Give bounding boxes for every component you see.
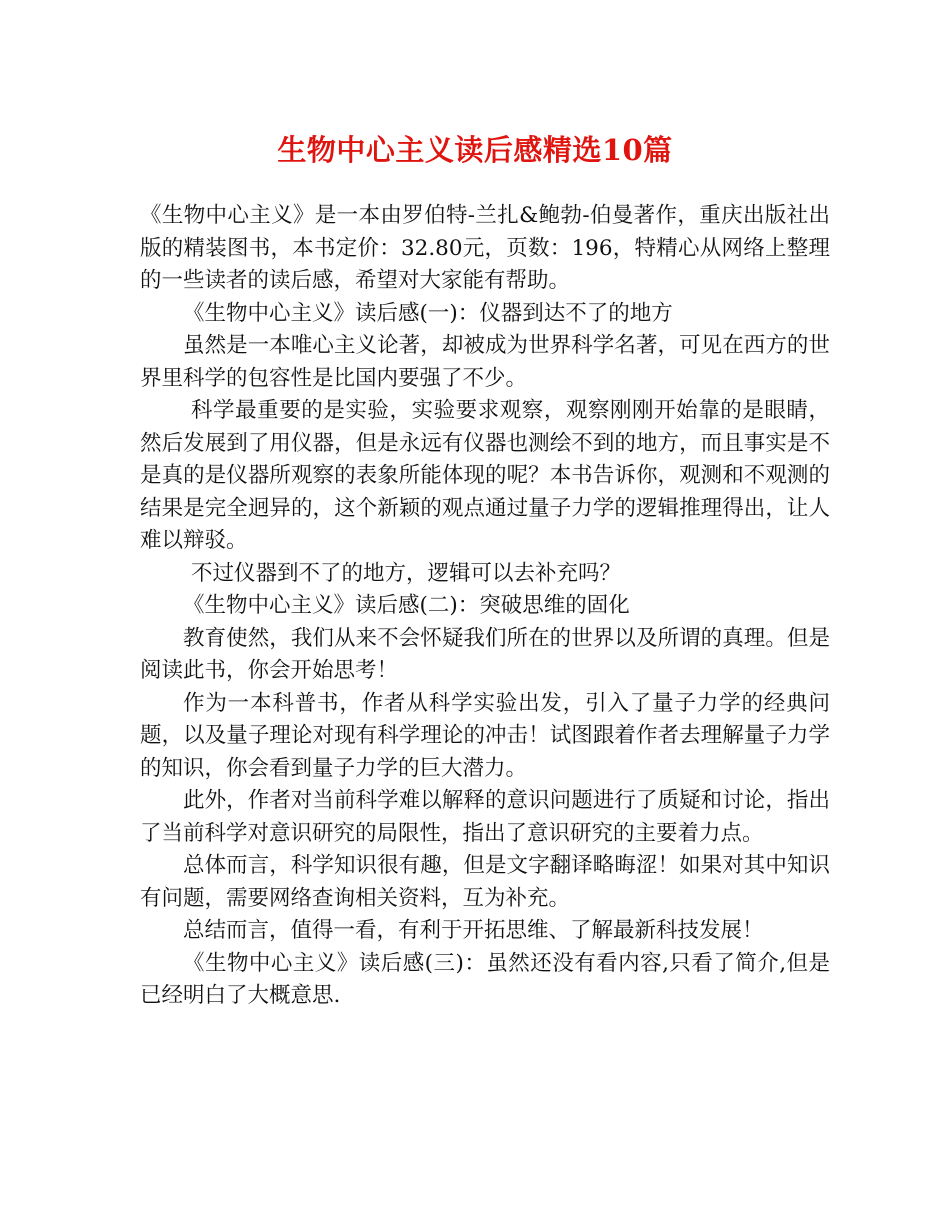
body-paragraph: 不过仪器到不了的地方，逻辑可以去补充吗？ [191, 560, 622, 586]
intro-paragraph: 《生物中心主义》是一本由罗伯特-兰扎&鲍勃-伯曼著作，重庆出版社出版的精装图书，本书定价：32.80元，页数：196，特精心从网络上整理的一些读者的读后感，希望对大家能有帮助。 [140, 203, 830, 293]
body-paragraph: 科学最重要的是实验，实验要求观察，观察刚刚开始靠的是眼睛，然后发展到了用仪器，但是永远有仪器也测绘不到的地方，而且事实是不是真的是仪器所观察的表象所能体现的呢？本书告诉你，观测和不观测的结果是完全迥异的，这个新颖的观点通过量子力学的逻辑推理得出，让人难以辩驳。 [140, 398, 830, 553]
body-paragraph: 虽然是一本唯心主义论著，却被成为世界科学名著，可见在西方的世界里科学的包容性是比国内要强了不少。 [140, 333, 830, 391]
document-title: 生物中心主义读后感精选10篇 [277, 133, 673, 167]
section-heading-2: 《生物中心主义》读后感(二)：突破思维的固化 [183, 593, 630, 618]
body-paragraph: 教育使然，我们从来不会怀疑我们所在的世界以及所谓的真理。但是阅读此书，你会开始思考！ [140, 625, 830, 683]
body-paragraph: 作为一本科普书，作者从科学实验出发，引入了量子力学的经典问题，以及量子理论对现有科学理论的冲击！试图跟着作者去理解量子力学的知识，你会看到量子力学的巨大潜力。 [140, 690, 830, 781]
section-heading-1: 《生物中心主义》读后感(一)：仪器到达不了的地方 [183, 300, 673, 326]
body-paragraph: 此外，作者对当前科学难以解释的意识问题进行了质疑和讨论，指出了当前科学对意识研究的局限性，指出了意识研究的主要着力点。 [140, 788, 830, 846]
document-body [140, 200, 830, 1013]
body-paragraph: 总结而言，值得一看，有利于开拓思维、了解最新科技发展！ [183, 918, 764, 943]
section-heading-3: 《生物中心主义》读后感(三)：虽然还没有看内容,只看了简介,但是已经明白了大概意思. [140, 950, 830, 1008]
body-paragraph: 总体而言，科学知识很有趣，但是文字翻译略晦涩！如果对其中知识有问题，需要网络查询相关资料，互为补充。 [140, 853, 830, 911]
